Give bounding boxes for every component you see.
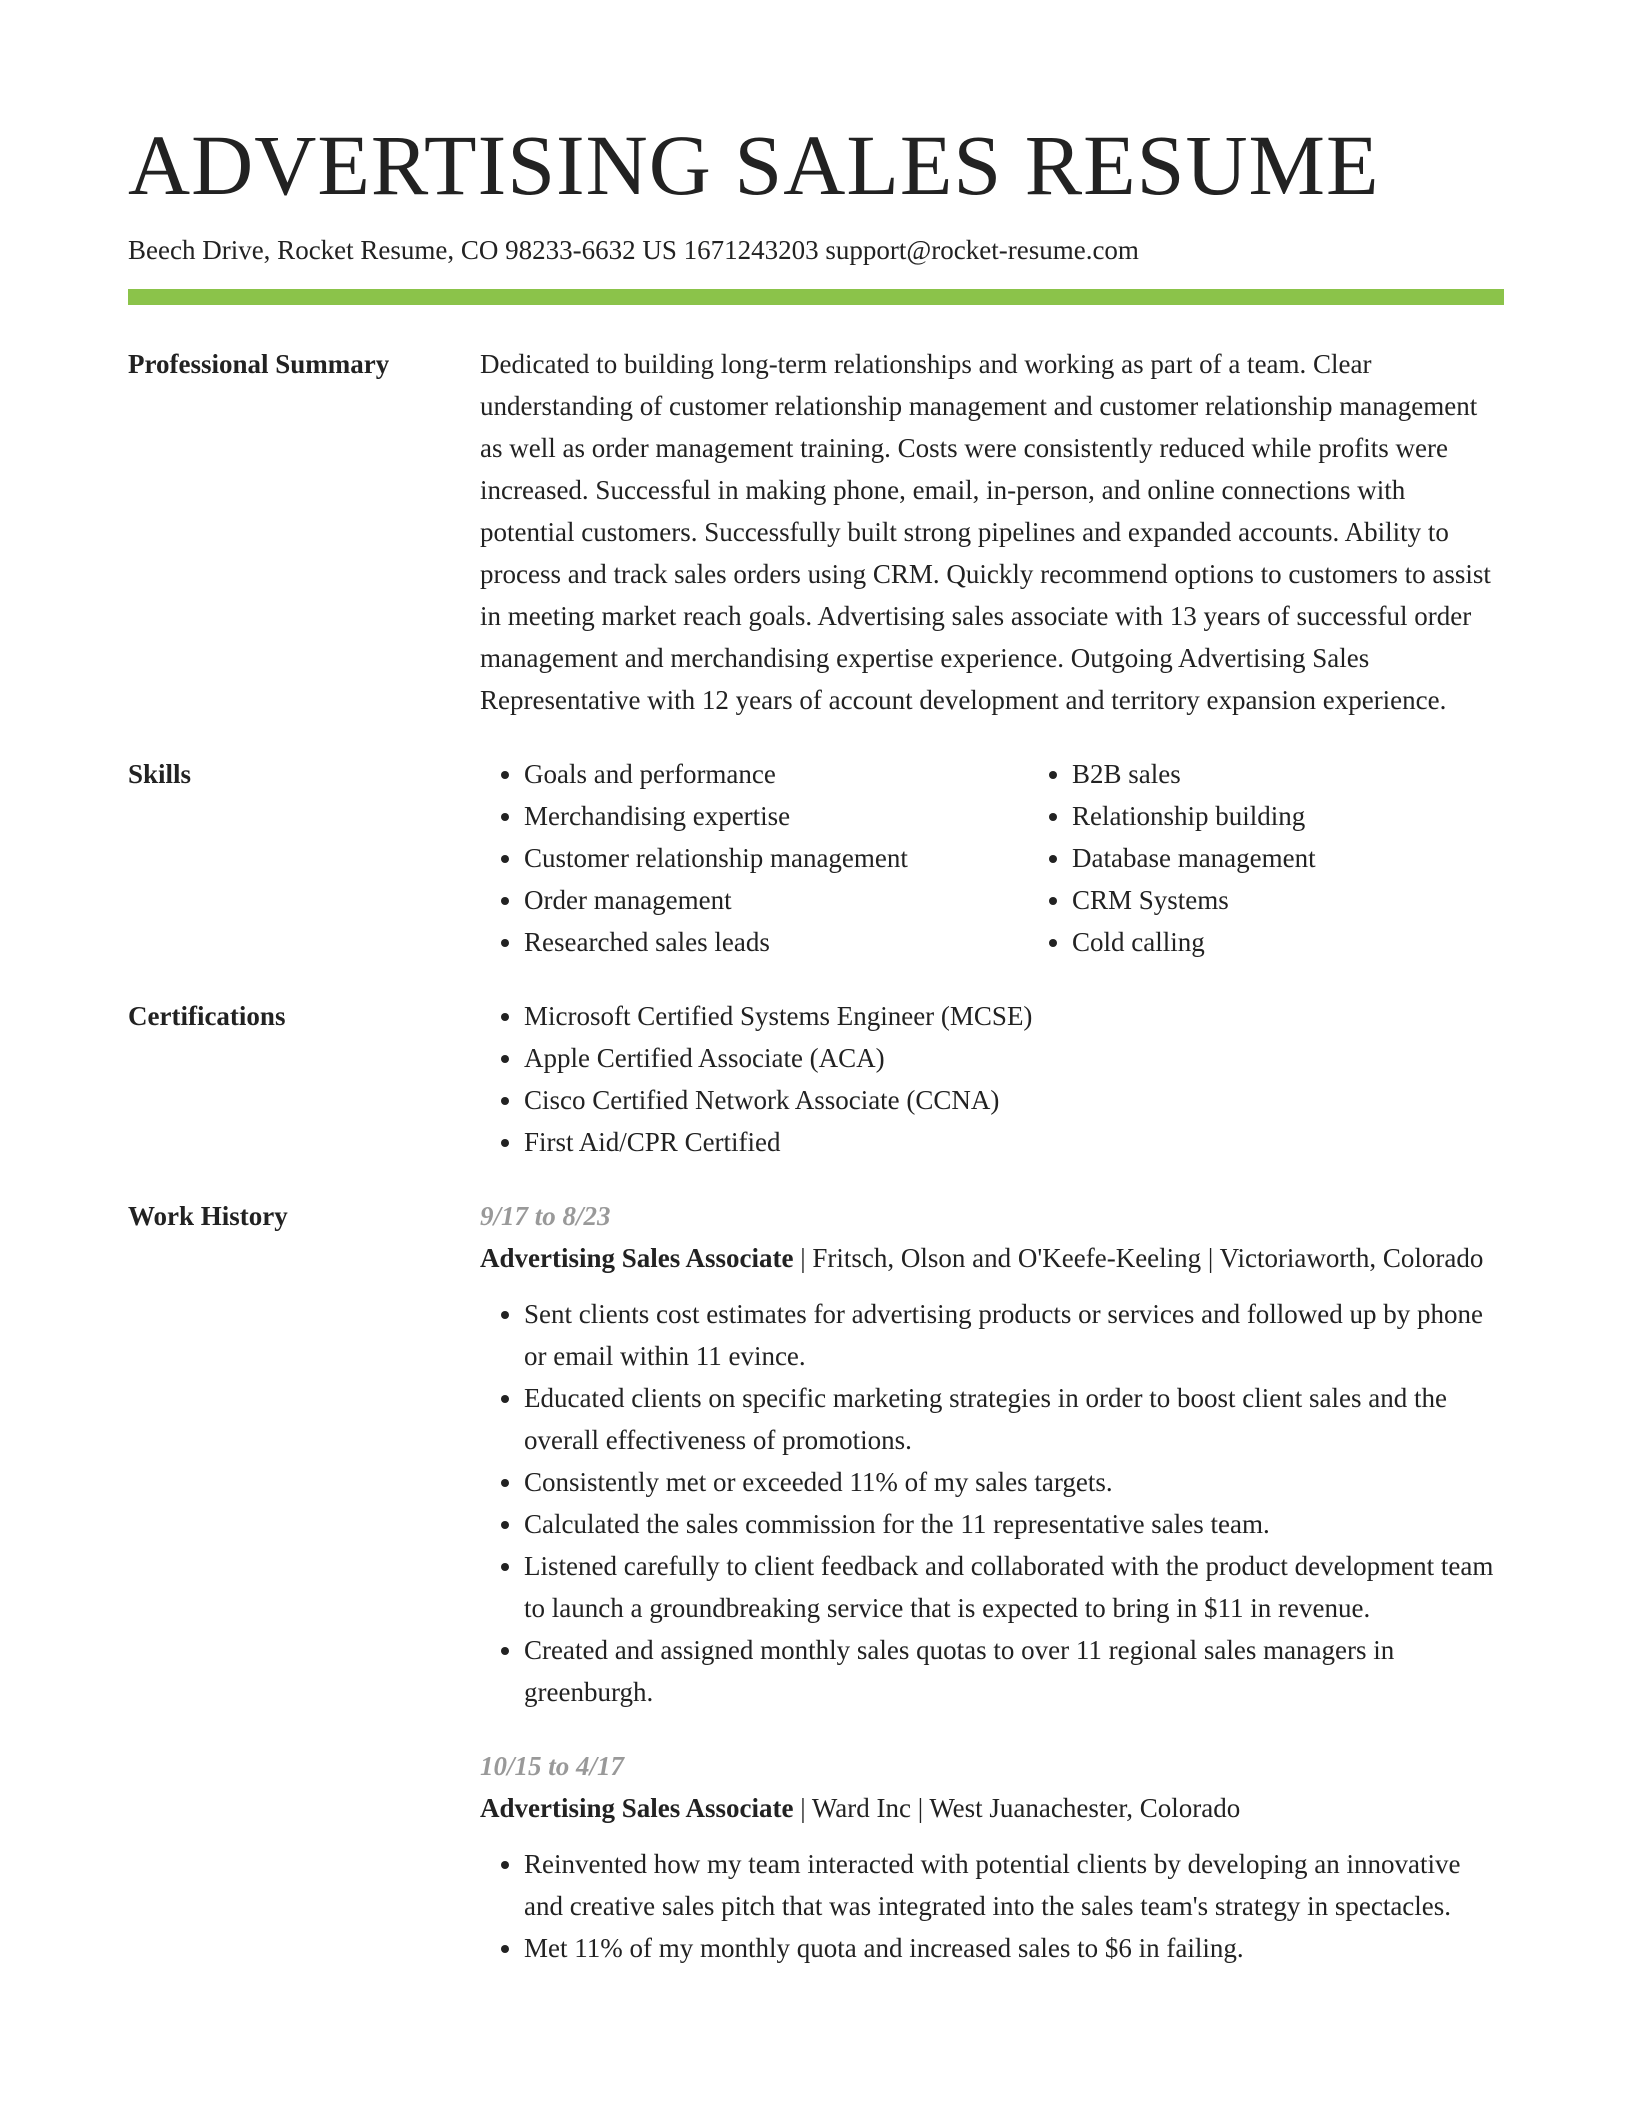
work-history-section [128, 1195, 1504, 1969]
skill-item: • Merchandising expertise [524, 795, 1028, 837]
resume-title: ADVERTISING SALES RESUME [128, 117, 1380, 213]
certification-item: • First Aid/CPR Certified [524, 1121, 1504, 1163]
contact-info: Beech Drive, Rocket Resume, CO 98233-6632 US 1671243203 support@rocket-resume.com [128, 235, 1139, 265]
skill-item: • Relationship building [1072, 795, 1576, 837]
work-history-label: Work History [128, 1201, 288, 1232]
summary-section [128, 343, 1504, 721]
job-bullet: • Met 11% of my monthly quota and increased sales to $6 in failing. [524, 1927, 1504, 1969]
job-details: | Ward Inc | West Juanachester, Colorado [793, 1793, 1241, 1824]
job-heading [480, 1787, 1504, 1829]
summary-text: Dedicated to building long-term relationships and working as part of a team. Clear understanding of customer relationship management and customer relationship management as well as order management training. Costs were consistently reduced while profits were increased. Successful in making phone, email, in-person, and online connections with potential customers. Successfully built strong pipelines and expanded accounts. Ability to process and track sales orders using CRM. Quickly recommend options to customers to assist in meeting market reach goals. Advertising sales associate with 13 years of successful order management and merchandising expertise experience. Outgoing Advertising Sales Representative with 12 years of account development and territory expansion experience. [480, 349, 1491, 716]
job-dates: 9/17 to 8/23 [480, 1201, 611, 1232]
job-role: Advertising Sales Associate [480, 1793, 794, 1824]
job-bullet: • Created and assigned monthly sales quotas to over 11 regional sales managers in greenburgh. [524, 1629, 1504, 1713]
job-bullets [480, 1843, 1504, 1969]
job-entry [480, 1745, 1504, 1969]
certification-item: • Cisco Certified Network Associate (CCNA) [524, 1079, 1504, 1121]
skills-list-left [480, 753, 1028, 963]
job-bullet: • Educated clients on specific marketing strategies in order to boost client sales and the overall effectiveness of promotions. [524, 1377, 1504, 1461]
accent-rule [128, 289, 1504, 305]
skill-item: • CRM Systems [1072, 879, 1576, 921]
certifications-list [480, 995, 1504, 1163]
job-bullet: • Reinvented how my team interacted with potential clients by developing an innovative and creative sales pitch that was integrated into the sales team's strategy in spectacles. [524, 1843, 1504, 1927]
skills-section [128, 753, 1504, 963]
skill-item: • Goals and performance [524, 753, 1028, 795]
skill-item: • Database management [1072, 837, 1576, 879]
skills-list-right [1028, 753, 1576, 963]
job-bullets [480, 1293, 1504, 1713]
job-role: Advertising Sales Associate [480, 1243, 794, 1274]
job-bullet: • Calculated the sales commission for the 11 representative sales team. [524, 1503, 1504, 1545]
job-details: | Fritsch, Olson and O'Keefe-Keeling | Victoriaworth, Colorado [793, 1243, 1484, 1274]
job-entry [480, 1195, 1504, 1713]
job-bullet: • Listened carefully to client feedback and collaborated with the product development team to launch a groundbreaking service that is expected to bring in $11 in revenue. [524, 1545, 1504, 1629]
skill-item: • Cold calling [1072, 921, 1576, 963]
skill-item: • B2B sales [1072, 753, 1576, 795]
job-bullet: • Consistently met or exceeded 11% of my sales targets. [524, 1461, 1504, 1503]
certifications-section [128, 995, 1504, 1163]
skill-item: • Order management [524, 879, 1028, 921]
skill-item: • Researched sales leads [524, 921, 1028, 963]
skills-label: Skills [128, 759, 192, 790]
certification-item: • Microsoft Certified Systems Engineer (MCSE) [524, 995, 1504, 1037]
job-heading [480, 1237, 1504, 1279]
certifications-label: Certifications [128, 1001, 286, 1032]
skill-item: • Customer relationship management [524, 837, 1028, 879]
certification-item: • Apple Certified Associate (ACA) [524, 1037, 1504, 1079]
summary-label: Professional Summary [128, 349, 390, 380]
job-bullet: • Sent clients cost estimates for advertising products or services and followed up by phone or email within 11 evince. [524, 1293, 1504, 1377]
job-dates: 10/15 to 4/17 [480, 1751, 625, 1782]
